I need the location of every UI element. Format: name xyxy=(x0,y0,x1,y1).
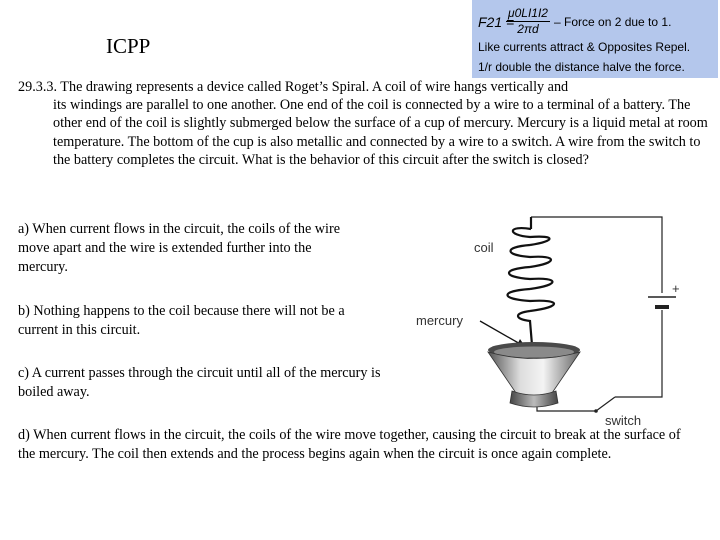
question-body: its windings are parallel to one another. One end of the coil is connected by a wire to a terminal of a battery. The other end of the coil is slightly submerged below the surface of a cup of mercury. Mercury is a liquid metal at room temperature. The bottom of the cup is also metallic and connected by a wire to a switch. A wire from the switch to the battery completes the circuit. What is the behavior of this circuit after the switch is closed? xyxy=(53,97,708,168)
battery-plus-label: + xyxy=(672,281,680,296)
force-formula xyxy=(478,6,718,36)
coil-label: coil xyxy=(474,240,494,255)
right-wire xyxy=(615,310,662,397)
formula-lhs: F21 = xyxy=(478,14,515,30)
rule-inverse-distance: 1/r double the distance halve the force. xyxy=(478,60,685,74)
formula-fraction xyxy=(506,6,550,36)
option-b: b) Nothing happens to the coil because there will not be a current in this circuit. xyxy=(18,303,345,338)
cup-body xyxy=(488,352,580,397)
top-wire xyxy=(531,217,662,293)
switch-lever xyxy=(596,397,615,411)
question-text xyxy=(18,78,708,169)
formula-box xyxy=(472,0,718,78)
formula-numerator: μ0LI1I2 xyxy=(506,6,550,22)
mercury-label: mercury xyxy=(416,313,463,328)
formula-description: – Force on 2 due to 1. xyxy=(554,15,672,29)
switch-pivot xyxy=(594,409,598,413)
option-c: c) A current passes through the circuit until all of the mercury is boiled away. xyxy=(18,365,381,400)
rule-attract-repel: Like currents attract & Opposites Repel. xyxy=(478,40,691,54)
question-first-line: 29.3.3. The drawing represents a device called Roget’s Spiral. A coil of wire hangs vertically and xyxy=(18,79,569,95)
coil-spiral xyxy=(508,217,555,345)
option-d: d) When current flows in the circuit, the coils of the wire move together, causing the circuit to break at the surface of the mercury. The coil then extends and the process begins again when the circuit is once again complete. xyxy=(18,427,681,462)
option-a: a) When current flows in the circuit, the coils of the wire move apart and the wire is extended further into the mercury. xyxy=(18,221,340,275)
mercury-arrow-line xyxy=(480,321,522,345)
switch-label: switch xyxy=(605,413,642,428)
slide-title: ICPP xyxy=(106,34,151,58)
rogets-spiral-diagram xyxy=(410,215,710,440)
formula-denominator: 2πd xyxy=(517,22,539,36)
